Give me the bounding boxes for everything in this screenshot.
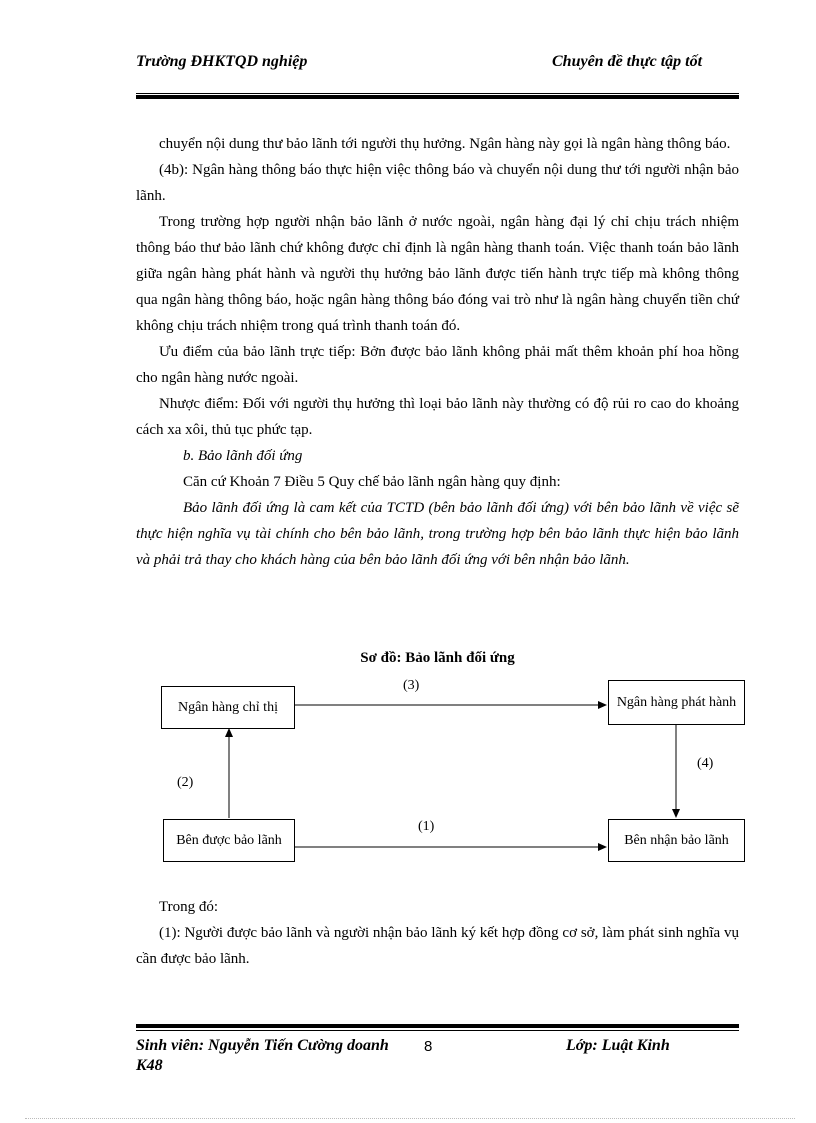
page-number: 8 [424,1038,433,1055]
box-instructing-bank: Ngân hàng chỉ thị [161,686,295,729]
header-left: Trường ĐHKTQD nghiệp [136,53,308,70]
paragraph-5: Nhược điểm: Đối với người thụ hưởng thì loại bảo lãnh này thường có độ rủi ro cao do khoảng cách xa xôi, thủ tục phức tạp. [136,396,739,438]
box-beneficiary: Bên nhận bảo lãnh [608,819,745,862]
label-4: (4) [697,756,714,771]
paragraph-9: Trong đó: [159,899,219,915]
paragraph-1: chuyển nội dung thư bảo lãnh tới người thụ hưởng. Ngân hàng này gọi là ngân hàng thông báo. [159,136,731,152]
label-1: (1) [418,819,435,834]
footer-right: Lớp: Luật Kinh [566,1037,670,1054]
label-3: (3) [403,678,420,693]
diagram-title: Sơ đồ: Bảo lãnh đối ứng [360,650,515,666]
paragraph-2: (4b): Ngân hàng thông báo thực hiện việc thông báo và chuyển nội dung thư tới người nhận bảo lãnh. [136,162,739,204]
label-2: (2) [177,775,194,790]
box-guaranteed-party: Bên được bảo lãnh [163,819,295,862]
definition-paragraph: Bảo lãnh đối ứng là cam kết của TCTD (bên bảo lãnh đối ứng) với bên bảo lãnh về việc sẽ thực hiện nghĩa vụ tài chính cho bên bảo lãnh, trong trường hợp bên bảo lãnh thực hiện bảo lãnh và phải trả thay cho khách hàng của bên bảo lãnh đối ứng với bên nhận bảo lãnh. [136,500,739,568]
body-text-bottom [136,894,739,972]
paragraph-3: Trong trường hợp người nhận bảo lãnh ở nước ngoài, ngân hàng đại lý chỉ chịu trách nhiệm thông báo thư bảo lãnh chứ không được chỉ định là ngân hàng thanh toán. Việc thanh toán bảo lãnh giữa ngân hàng phát hành và người thụ hưởng bảo lãnh được tiến hành trực tiếp mà không thông qua ngân hàng thông báo, hoặc ngân hàng thông báo đóng vai trò như là ngân hàng chuyển tiền chứ không chịu trách nhiệm trong quá trình thanh toán đó. [136,214,739,334]
footer-rule-thick [136,1024,739,1028]
paragraph-7: Căn cứ Khoản 7 Điều 5 Quy chế bảo lãnh ngân hàng quy định: [183,474,561,490]
box-issuing-bank: Ngân hàng phát hành [608,680,745,725]
footer-rule-thin [136,1030,739,1031]
page-edge-dotted-line [25,1118,795,1119]
paragraph-4: Ưu điểm của bảo lãnh trực tiếp: Bởn được bảo lãnh không phải mất thêm khoản phí hoa hồng cho ngân hàng nước ngoài. [136,344,739,386]
section-heading-b: b. Bảo lãnh đối ứng [183,448,303,464]
paragraph-10: (1): Người được bảo lãnh và người nhận bảo lãnh ký kết hợp đồng cơ sở, làm phát sinh nghĩa vụ cần được bảo lãnh. [136,925,739,967]
header-right: Chuyên đề thực tập tốt [552,53,703,70]
footer-left: Sinh viên: Nguyễn Tiến Cường doanh K48 [136,1037,389,1074]
